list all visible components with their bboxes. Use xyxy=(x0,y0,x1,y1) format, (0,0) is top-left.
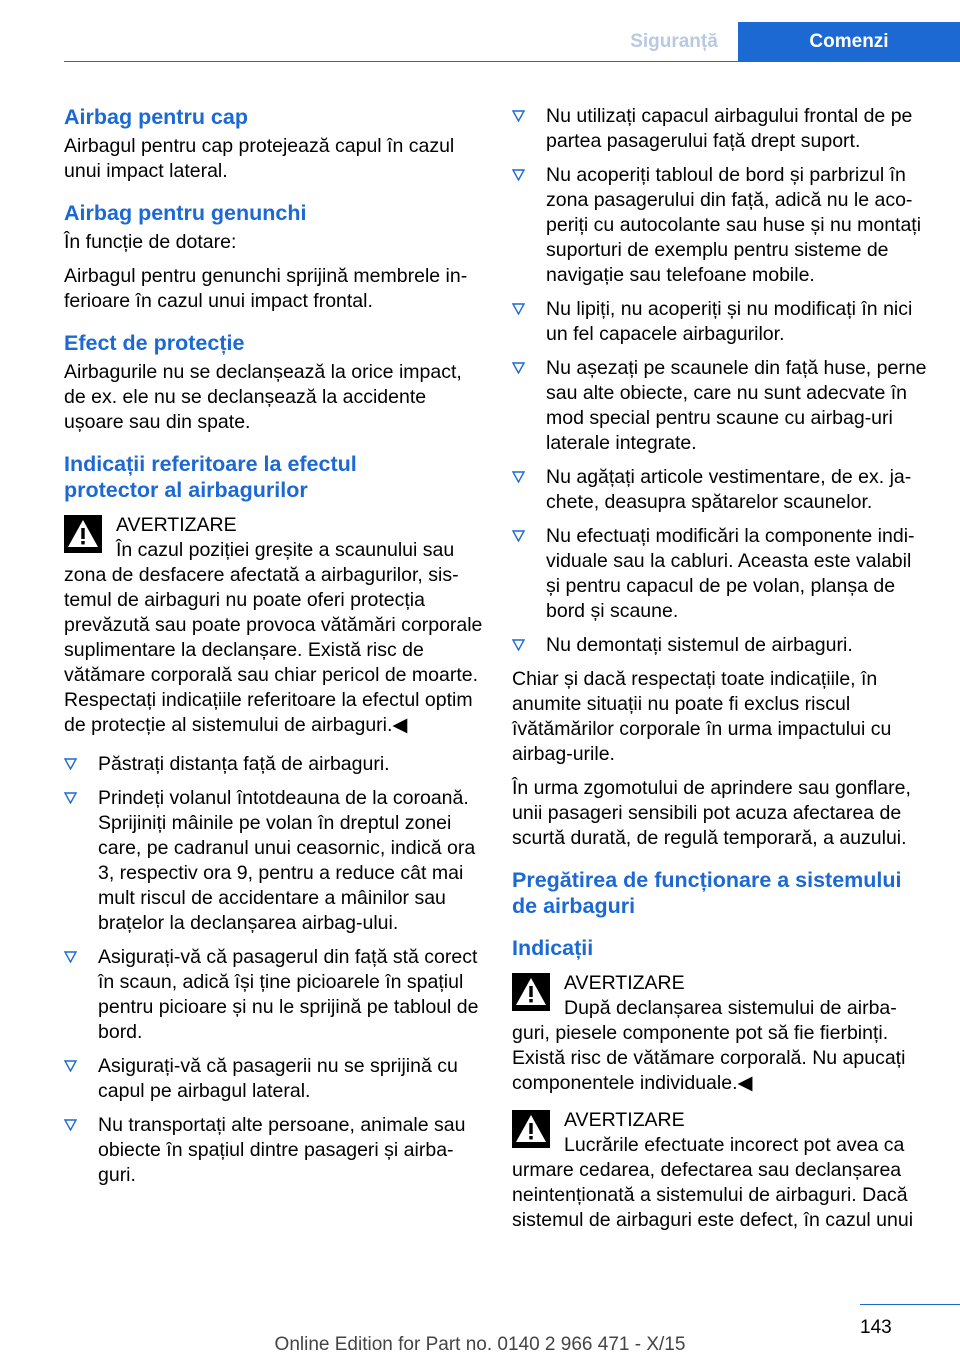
paragraph: În urma zgomotului de aprindere sau gonflare, unii pasageri sensibili pot acuza afectarea de scurtă durată, de regulă temporară, a auzului. xyxy=(512,777,911,849)
heading-airbag-cap: Airbag pentru cap xyxy=(64,105,248,129)
warning-text: După declanșarea sistemului de airbaguri, piesele componente pot să fie fierbinți. Există risc de vătămare corporală. Nu apucați componentele individuale.◀ xyxy=(512,997,906,1094)
list-item-text: Nu lipiți, nu acoperiți și nu modificați în nici un fel capacele airbagurilor. xyxy=(546,298,913,345)
warning-box xyxy=(512,1108,927,1233)
warning-title: AVERTIZARE xyxy=(116,514,237,536)
bullet-triangle-icon xyxy=(64,951,77,963)
warning-title: AVERTIZARE xyxy=(564,972,685,994)
list-item-text: Nu demontați sistemul de airbaguri. xyxy=(546,634,853,656)
warning-text: Lucrările efectuate incorect pot avea ca urmare cedarea, defectarea sau declanșarea neintenționată a sistemului de airbaguri. Dacă sistemul de airbaguri este defect, în cazul unui xyxy=(512,1134,914,1231)
paragraph: Airbagul pentru genunchi sprijină membrele inferioare în cazul unui impact frontal. xyxy=(64,265,468,312)
list-item xyxy=(512,633,927,658)
bullet-triangle-icon xyxy=(512,530,525,542)
list-item xyxy=(512,465,927,515)
bullet-triangle-icon xyxy=(64,792,77,804)
bullet-triangle-icon xyxy=(512,303,525,315)
page-number: 143 xyxy=(860,1317,892,1338)
warning-triangle-icon xyxy=(512,1110,550,1148)
paragraph: În funcție de dotare: xyxy=(64,231,237,253)
bullet-triangle-icon xyxy=(512,110,525,122)
warning-triangle-icon xyxy=(64,515,102,553)
bullet-triangle-icon xyxy=(512,639,525,651)
list-item-text: Asigurați-vă că pasagerul din față stă corect în scaun, adică își ține picioarele în spațiul pentru picioare și nu le sprijină pe tabloul de bord. xyxy=(98,946,479,1043)
bullet-triangle-icon xyxy=(64,758,77,770)
list-item xyxy=(512,356,927,456)
paragraph: Airbagul pentru cap protejează capul în cazul unui impact lateral. xyxy=(64,135,455,182)
warning-title: AVERTIZARE xyxy=(564,1109,685,1131)
bullet-list xyxy=(64,752,484,1188)
heading-indicatii-efect: Indicații referitoare la efectul protector al airbagurilor xyxy=(64,452,357,502)
list-item xyxy=(512,104,927,154)
list-item xyxy=(64,1113,484,1188)
edition-footer: Online Edition for Part no. 0140 2 966 471 - X/15 xyxy=(274,1334,686,1355)
bullet-list xyxy=(512,104,927,658)
list-item xyxy=(64,786,484,936)
bullet-triangle-icon xyxy=(64,1119,77,1131)
warning-text: În cazul poziției greșite a scaunului sau zona de desfacere afectată a airbagurilor, sistemul de airbaguri nu poate oferi protecția prevăzută sau poate provoca vătămări corporale suplimentare la declanșare. Există risc de vătămare corporală sau chiar pericol de moarte. Respectați indicațiile referitoare la efectul optim de protecție al sistemului de airbaguri.◀ xyxy=(64,539,483,736)
list-item-text: Nu acoperiți tabloul de bord și parbrizul în zona pasagerului din față, adică nu le acoperiți cu autocolante sau huse și nu montați suporturi de exemplu pentru sisteme de navigație sau telefoane mobile. xyxy=(546,164,922,286)
list-item xyxy=(512,524,927,624)
header-divider xyxy=(64,61,960,62)
warning-box xyxy=(512,971,927,1096)
heading-efect-protectie: Efect de protecție xyxy=(64,331,245,355)
heading-pregatire-functionare: Pregătirea de funcționare a sistemului de airbaguri xyxy=(512,868,902,918)
bullet-triangle-icon xyxy=(512,362,525,374)
bullet-triangle-icon xyxy=(64,1060,77,1072)
tab-siguranta[interactable]: Siguranță xyxy=(630,31,718,52)
list-item xyxy=(512,163,927,288)
warning-triangle-icon xyxy=(512,973,550,1011)
list-item xyxy=(64,945,484,1045)
right-column xyxy=(512,102,927,1245)
tab-comenzi[interactable]: Comenzi xyxy=(738,22,960,62)
footer-divider xyxy=(860,1304,960,1305)
list-item-text: Asigurați-vă că pasagerii nu se sprijină cu capul pe airbagul lateral. xyxy=(98,1055,458,1102)
list-item-text: Nu utilizați capacul airbagului frontal de pe partea pasagerului față drept suport. xyxy=(546,105,913,152)
list-item-text: Nu transportați alte persoane, animale sau obiecte în spațiul dintre pasageri și airbaguri. xyxy=(98,1114,466,1186)
paragraph: Airbagurile nu se declanșează la orice impact, de ex. ele nu se declanșează la accidente ușoare sau din spate. xyxy=(64,361,462,433)
bullet-triangle-icon xyxy=(512,471,525,483)
page-header xyxy=(0,0,960,62)
list-item xyxy=(64,752,484,777)
list-item xyxy=(512,297,927,347)
list-item xyxy=(64,1054,484,1104)
heading-airbag-genunchi: Airbag pentru genunchi xyxy=(64,201,307,225)
list-item-text: Prindeți volanul întotdeauna de la coroană. Sprijiniți mâinile pe volan în dreptul zonei care, pe cadranul unui ceasornic, indică ora 3, respectiv ora 9, pentru a reduce cât mai mult riscul de accidentare a mâinilor sau brațelor la declanșarea airbag-ului. xyxy=(98,787,476,934)
warning-box xyxy=(64,513,484,738)
list-item-text: Nu efectuați modificări la componente individuale sau la cabluri. Aceasta este valabil și pentru capacul de pe volan, planșa de bord și scaune. xyxy=(546,525,915,622)
bullet-triangle-icon xyxy=(512,169,525,181)
paragraph: Chiar și dacă respectați toate indicațiile, în anumite situații nu poate fi exclus riscul îvătămărilor corporale în urma impactului cu airbag-urile. xyxy=(512,668,892,765)
heading-indicatii: Indicații xyxy=(512,936,594,960)
list-item-text: Nu agățați articole vestimentare, de ex. jachete, deasupra spătarelor scaunelor. xyxy=(546,466,912,513)
list-item-text: Păstrați distanța față de airbaguri. xyxy=(98,753,390,775)
left-column xyxy=(64,102,484,1197)
list-item-text: Nu așezați pe scaunele din față huse, perne sau alte obiecte, care nu sunt adecvate în mod special pentru scaune cu airbag-uri laterale integrate. xyxy=(546,357,927,454)
